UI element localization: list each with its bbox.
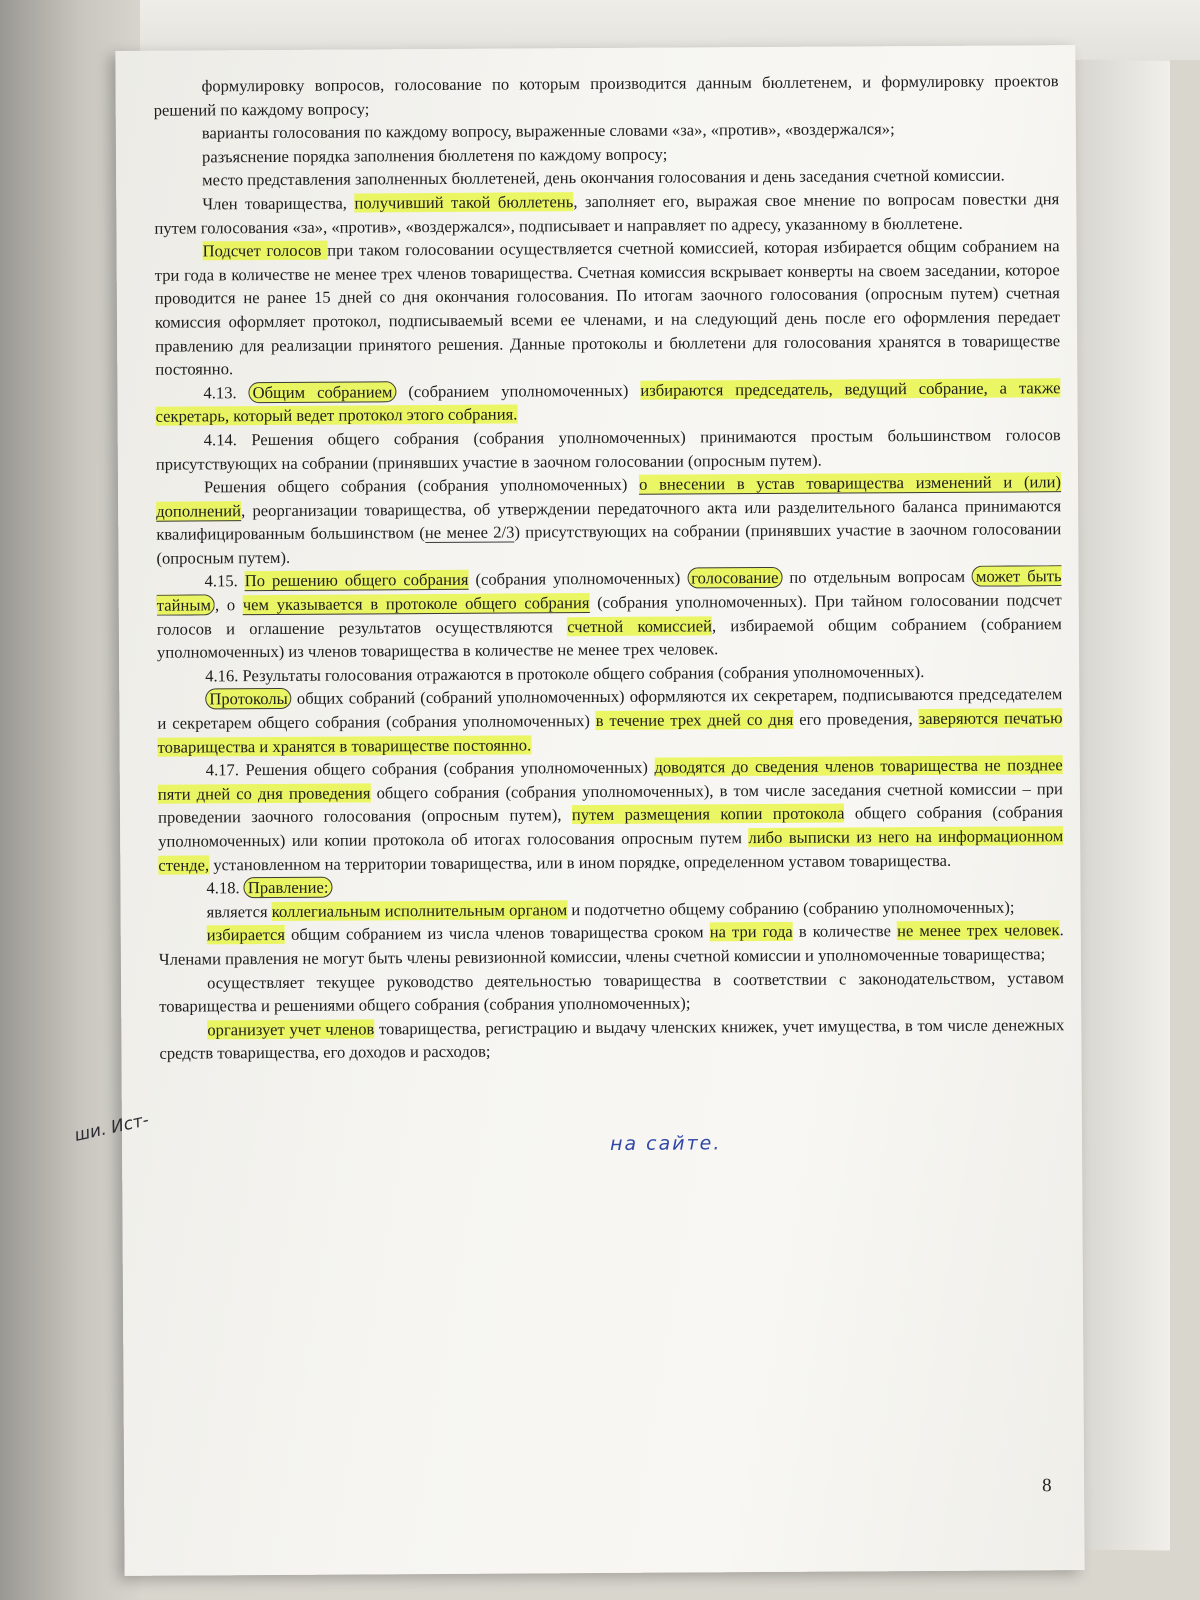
text-span: и подотчетно общему собранию (собранию уполномоченных);: [567, 897, 1015, 919]
text-span: общих собраний (собраний уполномоченных) оформляются их секретарем, подписываются председателем и секретарем общего собрания (собрания уполномоченных): [157, 684, 1063, 733]
clause-number: 4.15.: [204, 571, 245, 591]
paragraph-4-17: [158, 753, 1064, 876]
circled-text: голосование: [687, 567, 782, 589]
paragraph: [156, 470, 1062, 570]
clause-number: 4.13.: [203, 382, 249, 403]
handwritten-note: на сайте.: [609, 1132, 722, 1155]
paragraph: [159, 1013, 1064, 1066]
underlined-text: чем указывается в протоколе общего собрания: [242, 593, 590, 615]
highlighted-text: коллегиальным исполнительным органом: [271, 899, 568, 921]
text-span: общего собрания (собрания уполномоченных), в том числе заседания счетной комиссии – при проведении заочного голосования (опросным путем),: [157, 778, 1063, 828]
highlighted-text: на три года: [709, 922, 793, 942]
clause-number: 4.18.: [206, 878, 244, 898]
underlined-text: о внесении в устав товарищества изменений и (или) дополнений: [156, 472, 1062, 521]
paragraph-4-15: [157, 565, 1063, 665]
highlighted-text: путем размещения копии протокола: [571, 803, 845, 825]
text-span: является: [206, 901, 272, 922]
text-span: , избираемой общим собранием (собранием уполномоченных) из членов товарищества в количестве не менее трех человек.: [156, 613, 1062, 662]
text-span: ) присутствующих на собрании (принявших участие в заочном голосовании (опросным путем).: [156, 519, 1062, 568]
text-span: (собрания уполномоченных). При тайном голосовании подсчет голосов и оглашение результатов осуществляются: [156, 590, 1062, 639]
underlying-pages: [1080, 60, 1170, 1551]
circled-text: Общим собранием: [248, 381, 396, 403]
paragraph: [157, 683, 1062, 759]
paragraph-4-14: 4.14. Решения общего собрания (собрания уполномоченных) принимаются простым большинством голосов присутствующих на собрании (принявших участие в заочном голосовании (опросным путем).: [155, 425, 1061, 474]
paragraph: место представления заполненных бюллетеней, день окончания голосования и день заседания счетной комиссии.: [202, 165, 1005, 190]
paragraph: [154, 187, 1059, 240]
text-span: 4.17. Решения общего собрания (собрания уполномоченных): [205, 757, 655, 780]
text-span: , о: [214, 595, 243, 615]
circled-text: может быть тайным: [156, 566, 1062, 615]
text-span: товарищества, регистрацию и выдачу членских книжек, учет имущества, в том числе денежных средств товарищества, его доходов и расходов;: [159, 1014, 1065, 1064]
paragraph: варианты голосования по каждому вопросу, выраженные словами «за», «против», «воздержался»;: [201, 119, 895, 143]
text-span: Член товарищества,: [202, 193, 355, 214]
highlighted-text: доводятся до сведения членов товарищества не позднее пяти дней со дня проведения: [157, 755, 1063, 804]
underlined-text: не менее 2/3: [424, 522, 515, 543]
paragraph: [155, 234, 1061, 381]
text-span: (собрания уполномоченных): [468, 568, 688, 590]
text-span: общего собрания (собрания уполномоченных) или копии протокола об итогах голосования опросным путем: [158, 802, 1064, 851]
paragraph: разъяснение порядка заполнения бюллетеня по каждому вопросу;: [201, 144, 668, 167]
paragraph-4-13: [155, 376, 1060, 429]
text-span: общим собранием из числа членов товарищества сроком: [284, 922, 710, 945]
margin-handwritten-note: ши. Ист-: [72, 1110, 151, 1146]
text-span: , реорганизации товарищества, об утверждении передаточного акта или разделительного баланса принимаются квалифицированным большинством (: [156, 495, 1062, 544]
paragraph: осуществляет текущее руководство деятельностью товарищества в соответствии с законодательством, уставом товарищества и решениями общего собрания (собрания уполномоченных);: [159, 967, 1065, 1016]
text-span: (собранием уполномоченных): [396, 380, 641, 401]
text-span: установленном на территории товарищества, или в ином порядке, определенном уставом товарищества.: [209, 850, 952, 874]
highlighted-text: счетной комиссией: [567, 615, 712, 636]
document-text: [153, 69, 1064, 1065]
highlighted-text: Подсчет голосов: [202, 240, 328, 261]
highlighted-text: избираются председатель, ведущий собрание, а также секретарь, который ведет протокол этого собрания.: [155, 377, 1061, 427]
paragraph: формулировку вопросов, голосование по которым производится данным бюллетенем, и формулировку проектов решений по каждому вопросу;: [153, 71, 1059, 120]
circled-text: Протоколы: [205, 688, 292, 710]
text-span: . Членами правления не могут быть члены ревизионной комиссии, члены счетной комиссии и уполномоченные товарищества;: [158, 920, 1064, 969]
text-span: , заполняет его, выражая свое мнение по вопросам повестки дня путем голосования «за», «против», «воздержался», подписывает и направляет по адресу, указанному в бюллетене.: [154, 189, 1060, 238]
document-page: [72, 45, 1084, 1576]
highlighted-text: организует учет членов: [207, 1019, 375, 1040]
text-span: Решения общего собрания (собрания уполномоченных): [203, 474, 640, 497]
paragraph: [159, 919, 1064, 972]
paragraph-4-16: 4.16. Результаты голосования отражаются в протоколе общего собрания (собрания уполномоченных).: [205, 661, 925, 686]
highlighted-text: заверяются печатью товарищества и хранятся в товариществе постоянно.: [157, 708, 1063, 757]
page-number: 8: [1042, 1475, 1052, 1497]
highlighted-text: избирается: [206, 925, 286, 945]
text-span: в количестве: [792, 921, 898, 942]
text-span: при таком голосовании осуществляется счетной комиссией, которая избирается общим собранием на три года в количестве не менее трех членов товарищества. Счетная комиссия вскрывает конверты на своем заседании, которое проводится не ранее 15 дней со дня окончания голосования. По итогам заочного голосования (опросным путем) счетная комиссия оформляет протокол, подписываемый всеми ее членами, и на следующий день после его оформления передает правлению для реализации принятого решения. Данные протоколы и бюллетени для голосования хранятся в товариществе постоянно.: [154, 236, 1061, 379]
underlined-text: По решению общего собрания: [244, 570, 469, 591]
text-span: по отдельным вопросам: [782, 567, 973, 588]
highlighted-text: в течение трех дней со дня: [595, 709, 794, 731]
text-span: его проведения,: [793, 709, 919, 729]
circled-text: Правление:: [244, 877, 333, 899]
highlighted-text: не менее трех человек: [896, 920, 1060, 941]
highlighted-text: получивший такой бюллетень: [354, 192, 574, 213]
highlighted-text: либо выписки из него на информационном стенде,: [158, 826, 1064, 875]
